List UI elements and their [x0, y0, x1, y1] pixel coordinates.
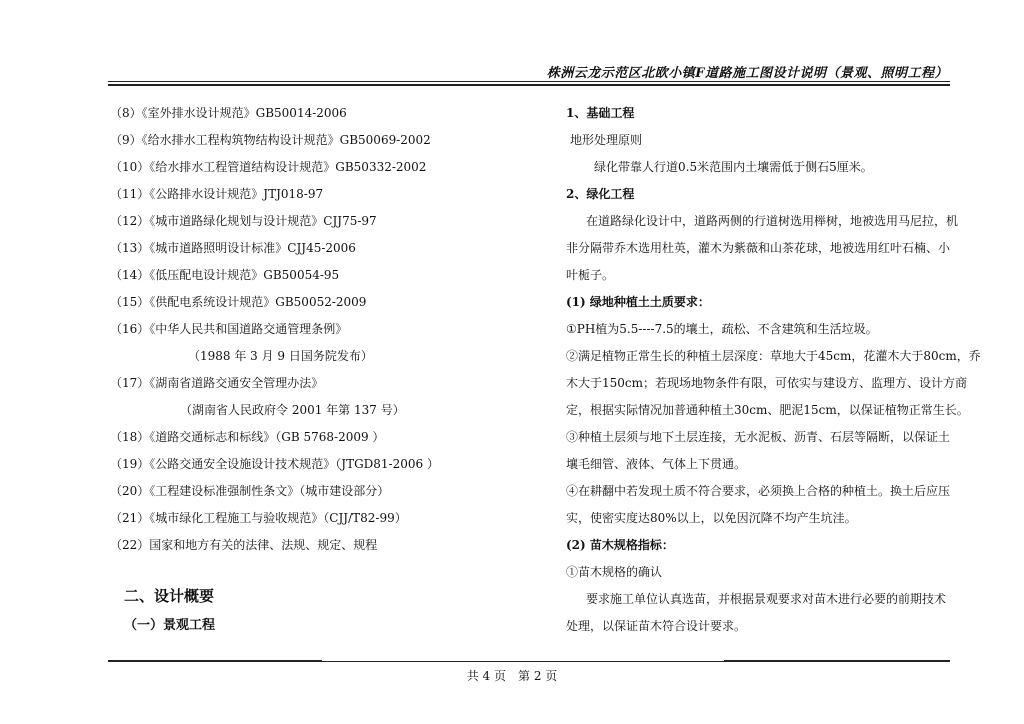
page-number: 共 4 页 第 2 页: [466, 669, 558, 683]
reference-item: （9）《给水排水工程构筑物结构设计规范》GB50069-2002: [110, 133, 431, 147]
paragraph-line: 绿化带靠人行道0.5米范围内土壤需低于侧石5厘米。: [594, 160, 873, 174]
paragraph-line: 叶栀子。: [566, 268, 615, 282]
reference-item: （17）《湖南省道路交通安全管理办法》: [110, 376, 324, 390]
paragraph-line: 在道路绿化设计中，道路两侧的行道树选用榉树，地被选用马尼拉，机: [586, 214, 959, 228]
paragraph-line: ④在耕翻中若发现土质不符合要求，必须换上合格的种植土。换土后应压: [566, 484, 951, 498]
document-header-title: 株洲云龙示范区北欧小镇F道路施工图设计说明（景观、照明工程）: [546, 66, 948, 81]
reference-note: （湖南省人民政府令 2001 年第 137 号）: [180, 403, 405, 417]
footer-rule: [108, 661, 950, 662]
reference-item: （21）《城市绿化工程施工与验收规范》（CJJ/T82-99）: [110, 511, 407, 525]
reference-item: （22）国家和地方有关的法律、法规、规定、规程: [110, 538, 378, 552]
subheading-seedlings: (2) 苗木规格指标：: [566, 538, 674, 552]
header-rule-thick: [108, 84, 950, 86]
paragraph-line: 处理，以保证苗木符合设计要求。: [566, 619, 747, 633]
reference-item: （18）《道路交通标志和标线》（GB 5768-2009 ）: [110, 430, 385, 444]
paragraph-line: ③种植土层须与地下土层连接，无水泥板、沥青、石层等隔断，以保证土: [566, 430, 951, 444]
section-title: 二、设计概要: [124, 587, 215, 605]
reference-item: （16）《中华人民共和国道路交通管理条例》: [110, 322, 348, 336]
paragraph-line: 要求施工单位认真选苗，并根据景观要求对苗木进行必要的前期技术: [586, 592, 947, 606]
reference-item: （10）《给水排水工程管道结构设计规范》GB50332-2002: [110, 160, 427, 174]
reference-item: （15）《供配电系统设计规范》GB50052-2009: [110, 295, 367, 309]
paragraph-line: 木大于150cm；若现场地物条件有限，可依实与建设方、监理方、设计方商: [566, 376, 968, 390]
subsection-title: （一）景观工程: [124, 618, 216, 633]
reference-item: （20）《工程建设标准强制性条文》（城市建设部分）: [110, 484, 390, 498]
reference-item: （11）《公路排水设计规范》JTJ018-97: [110, 187, 324, 201]
reference-item: （12）《城市道路绿化规划与设计规范》CJJ75-97: [110, 214, 377, 228]
paragraph-line: ②满足植物正常生长的种植土层深度：草地大于45cm，花灌木大于80cm，乔: [566, 349, 981, 363]
footer-rule-left-accent: [108, 660, 322, 662]
reference-note: （1988 年 3 月 9 日国务院发布）: [188, 349, 373, 363]
paragraph-line: 定，根据实际情况加普通种植土30cm、肥泥15cm，以保证植物正常生长。: [566, 403, 969, 417]
reference-item: （14）《低压配电设计规范》GB50054-95: [110, 268, 340, 282]
reference-item: （13）《城市道路照明设计标准》CJJ45-2006: [110, 241, 356, 255]
paragraph-line: 非分隔带乔木选用杜英，灌木为紫薇和山茶花球，地被选用红叶石楠、小: [566, 241, 951, 255]
reference-item: （19）《公路交通安全设施设计技术规范》（JTGD81-2006 ）: [110, 457, 439, 471]
paragraph-line: 实，使密实度达80%以上，以免因沉降不均产生坑洼。: [566, 511, 857, 525]
paragraph-line: ①PH植为5.5----7.5的壤土，疏松、不含建筑和生活垃圾。: [566, 322, 878, 336]
reference-item: （8）《室外排水设计规范》GB50014-2006: [110, 106, 347, 120]
subheading-soil: (1) 绿地种植土土质要求：: [566, 295, 710, 309]
heading-foundation: 1、基础工程: [566, 106, 635, 120]
footer-rule-right-accent: [724, 660, 950, 662]
header-rule-thin: [108, 81, 950, 82]
heading-greening: 2、绿化工程: [566, 187, 635, 201]
paragraph-line: 地形处理原则: [570, 133, 643, 147]
paragraph-line: 壤毛细管、液体、气体上下贯通。: [566, 457, 747, 471]
paragraph-line: ①苗木规格的确认: [566, 565, 663, 579]
